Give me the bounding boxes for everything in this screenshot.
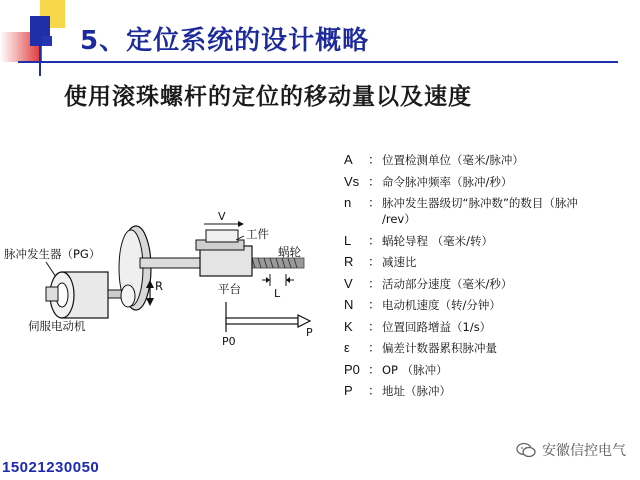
drive-shaft — [140, 258, 202, 268]
legend-symbol: N — [344, 297, 354, 312]
ball-screw-diagram — [0, 200, 340, 360]
legend-item — [344, 174, 640, 190]
symbol-legend — [344, 152, 640, 405]
workpiece — [206, 230, 238, 242]
legend-description: 地址（脉冲） — [382, 384, 451, 398]
legend-colon: ： — [368, 232, 381, 248]
diagram-label-table: 平台 — [218, 282, 241, 296]
legend-symbol: P — [344, 383, 353, 398]
diagram-label-v: V — [218, 210, 226, 223]
diagram-label-motor: 伺服电动机 — [28, 319, 86, 333]
wechat-icon — [516, 442, 536, 458]
diagram-label-pg: 脉冲发生器（PG） — [4, 247, 101, 261]
legend-colon: ： — [368, 318, 381, 334]
legend-symbol: R — [344, 254, 354, 269]
watermark-text: 安徽信控电气 — [542, 443, 626, 459]
legend-description: 蜗轮导程 （毫米/转） — [382, 233, 494, 248]
legend-symbol: P0 — [344, 361, 360, 377]
phone-number: 15021230050 — [2, 459, 100, 476]
legend-colon: ： — [368, 152, 381, 167]
diagram-label-worm: 蜗轮 — [278, 245, 301, 259]
legend-colon: ： — [368, 173, 381, 189]
legend-colon: ： — [368, 340, 381, 355]
legend-description: 电动机速度（转/分钟） — [382, 298, 501, 312]
legend-description: 位置检测单位（毫米/脉冲） — [382, 153, 524, 167]
legend-item — [344, 297, 640, 313]
servo-motor — [46, 272, 128, 318]
legend-description: 位置回路增益（1/s） — [382, 319, 492, 334]
legend-symbol: A — [344, 152, 353, 167]
legend-symbol: n — [344, 195, 352, 210]
legend-item — [344, 319, 640, 335]
diagram-label-workpiece: 工件 — [246, 227, 269, 241]
corner-decoration-blue-small — [42, 36, 52, 46]
legend-item — [344, 233, 640, 249]
legend-item — [344, 383, 640, 399]
legend-item — [344, 362, 640, 378]
table-slider — [196, 230, 252, 276]
legend-description: 活动部分速度（毫米/秒） — [382, 276, 513, 291]
lead-marker — [262, 274, 294, 286]
legend-symbol: V — [344, 275, 353, 291]
legend-colon: ： — [368, 361, 381, 377]
legend-symbol: K — [344, 318, 353, 334]
legend-description: 脉冲发生器级切“脉冲数”的数目（脉冲 /rev） — [382, 196, 578, 226]
legend-colon: ： — [368, 195, 381, 210]
wechat-watermark — [516, 440, 626, 460]
legend-description: 命令脉冲频率（脉冲/秒） — [382, 174, 513, 189]
corner-vertical-rule — [39, 28, 41, 76]
diagram-label-p: P — [306, 326, 313, 339]
legend-colon: ： — [368, 254, 381, 269]
slide-title: 5、定位系统的设计概略 — [80, 26, 370, 56]
position-axis — [226, 302, 310, 332]
legend-description: OP （脉冲） — [382, 362, 448, 377]
legend-description: 减速比 — [382, 255, 417, 269]
legend-colon: ： — [368, 383, 381, 398]
legend-symbol: Vs — [344, 173, 360, 189]
legend-item — [344, 276, 640, 292]
slide-subtitle: 使用滚珠螺杆的定位的移动量以及速度 — [64, 84, 472, 110]
legend-item — [344, 195, 640, 227]
title-underline — [18, 61, 618, 63]
legend-colon: ： — [368, 297, 381, 312]
legend-colon: ： — [368, 275, 381, 291]
legend-item — [344, 340, 640, 356]
legend-item — [344, 152, 640, 168]
diagram-label-p0: P0 — [222, 335, 236, 348]
legend-symbol: ε — [344, 340, 350, 355]
legend-item — [344, 254, 640, 270]
diagram-label-l: L — [274, 287, 281, 300]
legend-symbol: L — [344, 232, 352, 248]
legend-description: 偏差计数器累积脉冲量 — [382, 341, 497, 355]
diagram-label-r: R — [155, 279, 163, 293]
